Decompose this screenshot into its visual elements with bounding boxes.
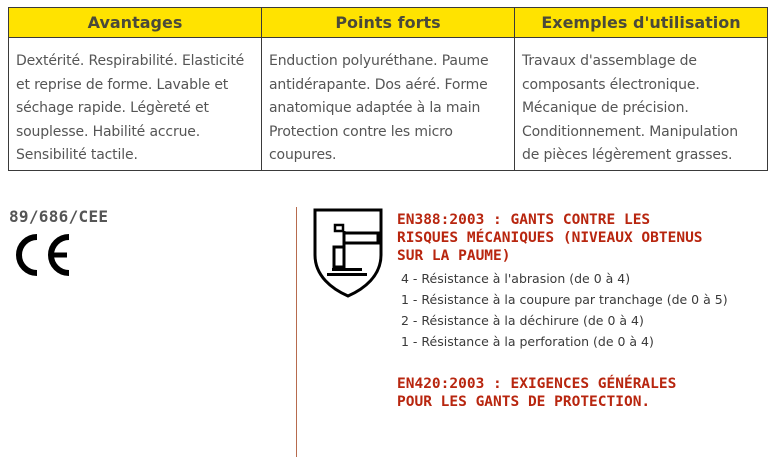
cell-line: Dextérité. Respirabilité. Elasticité [16, 53, 245, 69]
list-item: 1 - Résistance à la coupure par tranchage (de 0 à 5) [401, 292, 728, 307]
cell-line: Sensibilité tactile. [16, 147, 138, 163]
section-divider [296, 207, 297, 457]
cell-line: Enduction polyuréthane. Paume [269, 53, 489, 69]
cell-avantages [9, 38, 262, 171]
list-item: 2 - Résistance à la déchirure (de 0 à 4) [401, 313, 644, 328]
cell-line: Mécanique de précision. [522, 100, 689, 116]
header-points-forts: Points forts [262, 8, 515, 38]
cell-line: souplesse. Habilité accrue. [16, 123, 201, 140]
level-value: 1 [401, 292, 409, 307]
level-text: Résistance à l'abrasion (de 0 à 4) [421, 271, 631, 286]
en388-title [397, 211, 703, 265]
cell-line: de pièces légèrement grasses. [522, 147, 733, 163]
cell-line: et reprise de forme. Lavable et [16, 76, 229, 93]
level-text: Résistance à la coupure par tranchage (de 0 à 5) [421, 292, 728, 307]
table-row [9, 38, 768, 171]
en420-title-line: EN420:2003 : EXIGENCES GÉNÉRALES [397, 376, 677, 392]
level-value: 2 [401, 313, 409, 328]
features-table [8, 7, 768, 171]
en388-levels-list [401, 268, 728, 352]
level-text: Résistance à la déchirure (de 0 à 4) [421, 313, 644, 328]
ce-mark-icon [10, 232, 72, 278]
cell-line: Travaux d'assemblage de [522, 53, 697, 69]
cell-line: anatomique adaptée à la main [269, 100, 481, 116]
cell-points-forts [262, 38, 515, 171]
header-avantages: Avantages [9, 8, 262, 38]
cell-line: Protection contre les micro [269, 123, 453, 140]
en388-title-line: RISQUES MÉCANIQUES (NIVEAUX OBTENUS [397, 230, 703, 246]
cell-line: séchage rapide. Légèreté et [16, 100, 209, 116]
table-header-row [9, 8, 768, 38]
cell-line: antidérapante. Dos aéré. Forme [269, 76, 488, 93]
mechanical-risk-shield-icon [312, 207, 384, 299]
level-text: Résistance à la perforation (de 0 à 4) [421, 334, 654, 349]
en420-title [397, 375, 676, 411]
header-exemples: Exemples d'utilisation [515, 8, 768, 38]
cell-line: coupures. [269, 147, 337, 163]
directive-label: 89/686/CEE [9, 207, 109, 226]
level-value: 4 [401, 271, 409, 286]
list-item: 1 - Résistance à la perforation (de 0 à 4) [401, 334, 654, 349]
cell-exemples [515, 38, 768, 171]
level-value: 1 [401, 334, 409, 349]
cell-line: Conditionnement. Manipulation [522, 123, 738, 140]
en420-title-line: POUR LES GANTS DE PROTECTION. [397, 394, 651, 410]
en388-title-line: EN388:2003 : GANTS CONTRE LES [397, 212, 651, 228]
cell-line: composants électronique. [522, 76, 700, 93]
list-item: 4 - Résistance à l'abrasion (de 0 à 4) [401, 271, 631, 286]
en388-title-line: SUR LA PAUME) [397, 248, 511, 264]
